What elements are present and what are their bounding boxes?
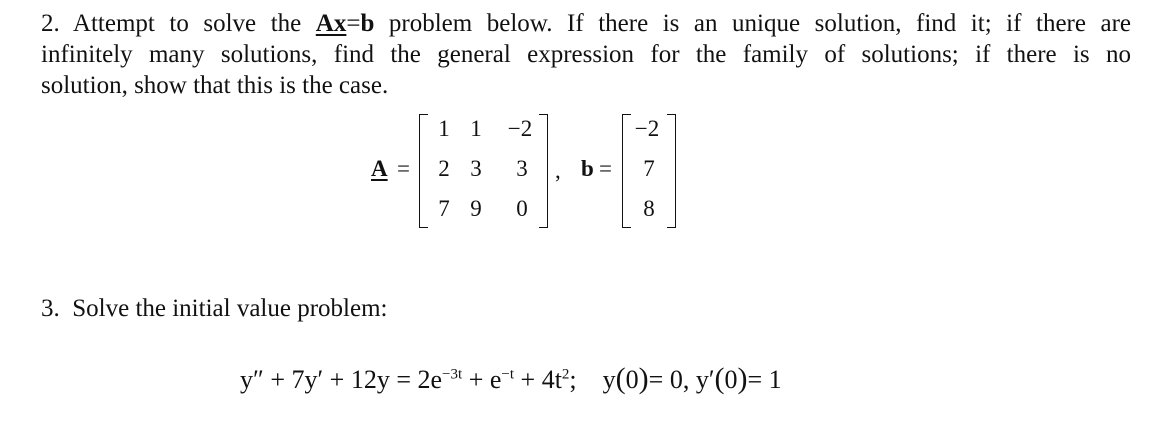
matrix-a-label: A: [371, 156, 388, 181]
matrix-a-cell: 1: [470, 116, 482, 141]
exponent-2: −t: [501, 366, 515, 383]
paren-open: (: [615, 362, 626, 395]
matrix-a-cell: 7: [438, 196, 450, 221]
matrix-a-cell: 3: [516, 156, 528, 181]
problem-2-intro-a: Attempt to solve the: [72, 10, 302, 37]
ic-arg-1: 0: [625, 365, 639, 394]
paren-open-2: (: [714, 362, 725, 395]
vector-b-cell: 8: [643, 196, 655, 221]
problem-2-line-3: solution, show that this is the case.: [41, 72, 389, 99]
b-symbol: b: [360, 10, 375, 37]
vector-b-right-bracket: [667, 114, 676, 228]
problem-2-line-2: infinitely many solutions, find the general expression for the family of solutions; if there is no: [41, 41, 1131, 68]
paren-close: ): [638, 362, 649, 395]
matrix-a-cell: 1: [438, 116, 450, 141]
problem-3-number: 3.: [41, 295, 60, 322]
matrix-a-cell: 9: [470, 196, 482, 221]
matrix-a-left-bracket: [419, 114, 428, 228]
matrix-a-right-bracket: [539, 114, 548, 228]
problem-2-number: 2.: [41, 10, 60, 37]
problem-2-intro-b: problem below. If there is an unique solution, find it; if there are: [388, 10, 1132, 37]
matrix-a-cell: 0: [516, 196, 528, 221]
vector-b-cell: 7: [643, 156, 655, 181]
ic-end: = 1: [747, 365, 782, 394]
ic-rest: = 0, y′: [648, 365, 715, 394]
ic-y: y: [602, 365, 616, 394]
matrix-a-cell: 3: [470, 156, 482, 181]
matrix-a-cell: −2: [507, 116, 533, 141]
ax-symbol: Ax: [315, 10, 347, 37]
ode-plus-4t: + 4t: [514, 365, 562, 394]
paren-close-2: ): [737, 362, 748, 395]
problem-3: [41, 295, 387, 323]
ode-semicolon: ;: [569, 365, 577, 394]
exponent-1: −3t: [442, 366, 463, 383]
ic-arg-2: 0: [724, 365, 738, 394]
ode-lhs: y″ + 7y′ + 12y = 2e: [240, 365, 443, 394]
problem-2-line-1: [41, 8, 1131, 39]
problem-3-text: Solve the initial value problem:: [72, 295, 388, 322]
exponent-3: 2: [561, 366, 570, 383]
ode-plus-e: + e: [462, 365, 502, 394]
problem-2: [41, 8, 1131, 101]
equals-sign: =: [346, 10, 361, 37]
ode-equation: [240, 362, 782, 396]
vector-b-equals: =: [599, 156, 612, 181]
vector-b-label: b: [581, 156, 594, 181]
matrix-a-cell: 2: [438, 156, 450, 181]
vector-b-cell: −2: [634, 116, 660, 141]
vector-b-left-bracket: [622, 114, 631, 228]
matrix-a-equals: =: [397, 156, 410, 181]
separator-comma: ,: [555, 158, 561, 183]
